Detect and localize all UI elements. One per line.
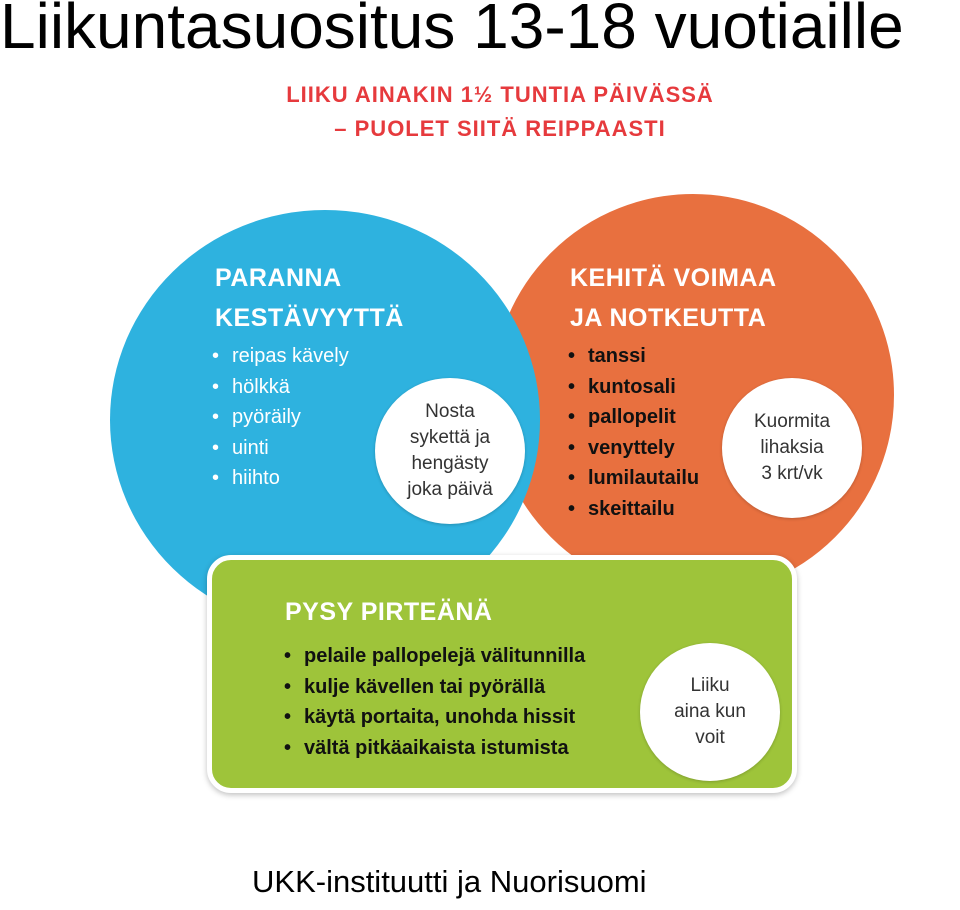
list-item: • uinti bbox=[212, 433, 349, 464]
strength-heading-line-2: JA NOTKEUTTA bbox=[570, 304, 767, 332]
list-item: • kuntosali bbox=[568, 372, 699, 403]
list-item: • pelaile pallopelejä välitunnilla bbox=[284, 641, 585, 672]
endurance-bubble: Nosta sykettä ja hengästy joka päivä bbox=[375, 378, 525, 524]
endurance-list bbox=[212, 341, 349, 494]
list-item: • venyttely bbox=[568, 433, 699, 464]
list-item: • hölkkä bbox=[212, 372, 349, 403]
list-item: • lumilautailu bbox=[568, 463, 699, 494]
endurance-heading-line-1: PARANNA bbox=[215, 264, 342, 292]
list-item: • skeittailu bbox=[568, 494, 699, 525]
credit: UKK-instituutti ja Nuorisuomi bbox=[252, 864, 647, 899]
headline-line-2: – PUOLET SIITÄ REIPPAASTI bbox=[334, 116, 666, 141]
active-bubble: Liiku aina kun voit bbox=[640, 643, 780, 781]
active-list bbox=[284, 641, 585, 763]
list-item: • vältä pitkäaikaista istumista bbox=[284, 733, 585, 764]
active-heading: PYSY PIRTEÄNÄ bbox=[285, 598, 493, 626]
list-item: • pallopelit bbox=[568, 402, 699, 433]
list-item: • pyöräily bbox=[212, 402, 349, 433]
list-item: • hiihto bbox=[212, 463, 349, 494]
strength-list bbox=[568, 341, 699, 524]
list-item: • tanssi bbox=[568, 341, 699, 372]
list-item: • reipas kävely bbox=[212, 341, 349, 372]
endurance-heading-line-2: KESTÄVYYTTÄ bbox=[215, 304, 404, 332]
headline-line-1: LIIKU AINAKIN 1½ TUNTIA PÄIVÄSSÄ bbox=[286, 82, 714, 107]
list-item: • kulje kävellen tai pyörällä bbox=[284, 672, 585, 703]
strength-heading-line-1: KEHITÄ VOIMAA bbox=[570, 264, 777, 292]
list-item: • käytä portaita, unohda hissit bbox=[284, 702, 585, 733]
page-title: Liikuntasuositus 13-18 vuotiaille bbox=[0, 0, 904, 62]
strength-bubble: Kuormita lihaksia 3 krt/vk bbox=[722, 378, 862, 518]
